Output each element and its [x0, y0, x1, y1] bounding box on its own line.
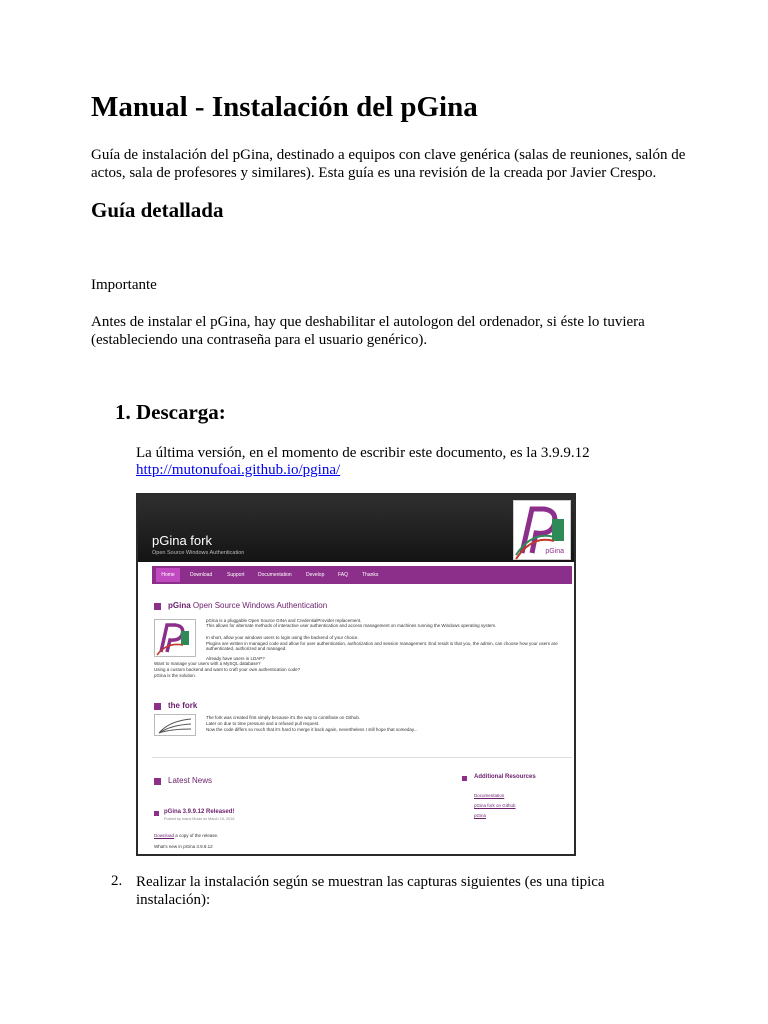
screenshot-fork-1: The fork was created first simply because it's the way to contribute on Github.: [206, 715, 361, 720]
screenshot-resource-1: Documentation: [474, 793, 505, 798]
nav-documentation: Documentation: [258, 572, 292, 578]
screenshot-news-meta: Posted by mans Mudd on March 15, 2016: [164, 817, 235, 821]
screenshot-para-5: Already have users in LDAP?: [206, 656, 265, 661]
screenshot-para-8: pGina is the solution.: [154, 673, 197, 678]
screenshot-resources-heading: Additional Resources: [474, 774, 536, 780]
screenshot-para-7: Using a custom backend and want to craft your own authentication code?: [154, 667, 301, 672]
nav-develop: Develop: [306, 572, 325, 578]
step-2-number: 2.: [111, 873, 123, 889]
heading-brand: pGina: [168, 601, 191, 610]
bullet-square-icon: [154, 603, 161, 610]
screenshot-news-item: pGina 3.9.9.12 Released!: [164, 809, 235, 815]
fork-icon: [154, 714, 196, 736]
nav-faq: FAQ: [338, 572, 349, 578]
screenshot-fork-2: Later on due to time pressure and a refused pull request.: [206, 721, 320, 726]
nav-support: Support: [227, 572, 245, 578]
screenshot-resource-2: pGina fork on Github: [474, 803, 516, 808]
screenshot-news-heading: Latest News: [168, 776, 213, 785]
intro-paragraph: Guía de instalación del pGina, destinado a equipos con clave genérica (salas de reuniones, salón de actos, sala de profesores y similares). Esta guía es una revisión de la creada por Javier Crespo.: [91, 147, 686, 181]
pgina-small-logo-icon: [154, 619, 196, 657]
divider: [152, 757, 572, 758]
bullet-square-icon: [154, 811, 159, 816]
website-screenshot: [136, 493, 576, 856]
download-link[interactable]: http://mutonufoai.github.io/pgina/: [136, 462, 341, 478]
nav-thanks: Thanks: [362, 572, 379, 578]
bullet-square-icon: [154, 703, 161, 710]
screenshot-para-1: pGina is a pluggable Open Source GINA and CredentialProvider replacement.: [206, 618, 362, 623]
heading-rest: Open Source Windows Authentication: [192, 601, 328, 610]
screenshot-para-4: Plugins are written in managed code and allow for user authentication, authorization and session management. End result is that you, the admin, can choose how your users are authenticated, authorized and managed.: [206, 641, 558, 652]
screenshot-para-2: This allows for alternate methods of interactive user authentication and access management on machines running the Windows operating system.: [206, 623, 497, 628]
step-1-number: 1.: [115, 400, 131, 424]
screenshot-header: [138, 495, 574, 562]
screenshot-whats-new: What's new in pGina 3.9.9.12: [154, 844, 213, 849]
screenshot-site-title: pGina fork: [152, 533, 212, 548]
screenshot-heading-fork: the fork: [168, 701, 198, 710]
screenshot-para-3: In short, allow your windows users to login using the backend of your choice.: [206, 635, 359, 640]
screenshot-download-link: Download: [154, 833, 175, 838]
logo-text: pGina: [545, 548, 564, 555]
screenshot-nav-bar: [152, 566, 572, 584]
screenshot-download-line: [154, 833, 218, 838]
warning-paragraph: Antes de instalar el pGina, hay que deshabilitar el autologon del ordenador, si éste lo tuviera (estableciendo una contraseña para el usuario genérico).: [91, 314, 645, 348]
screenshot-download-rest: a copy of the release.: [175, 833, 219, 838]
screenshot-heading-main: [168, 601, 327, 610]
step-1-text: La última versión, en el momento de escribir este documento, es la 3.9.9.12: [136, 445, 590, 461]
important-label: Importante: [91, 277, 157, 293]
screenshot-para-6: Want to manage your users with a MySQL database?: [154, 661, 261, 666]
page-title: Manual - Instalación del pGina: [91, 91, 478, 123]
pgina-logo-icon: [513, 500, 571, 560]
nav-home: Home: [156, 568, 180, 582]
nav-download: Download: [190, 572, 213, 578]
screenshot-site-subtitle: Open Source Windows Authentication: [152, 550, 245, 556]
bullet-square-icon: [154, 778, 161, 785]
step-2-text: Realizar la instalación según se muestran las capturas siguientes (es una tipica instalación):: [136, 874, 605, 908]
step-1-title: Descarga:: [136, 400, 226, 424]
screenshot-fork-3: Now the code differs so much that it's hard to merge it back again, nevertheless I still hope that someday...: [206, 727, 418, 732]
section-heading: Guía detallada: [91, 198, 224, 222]
screenshot-resource-3: pGina: [474, 813, 487, 818]
bullet-square-icon: [462, 776, 467, 781]
